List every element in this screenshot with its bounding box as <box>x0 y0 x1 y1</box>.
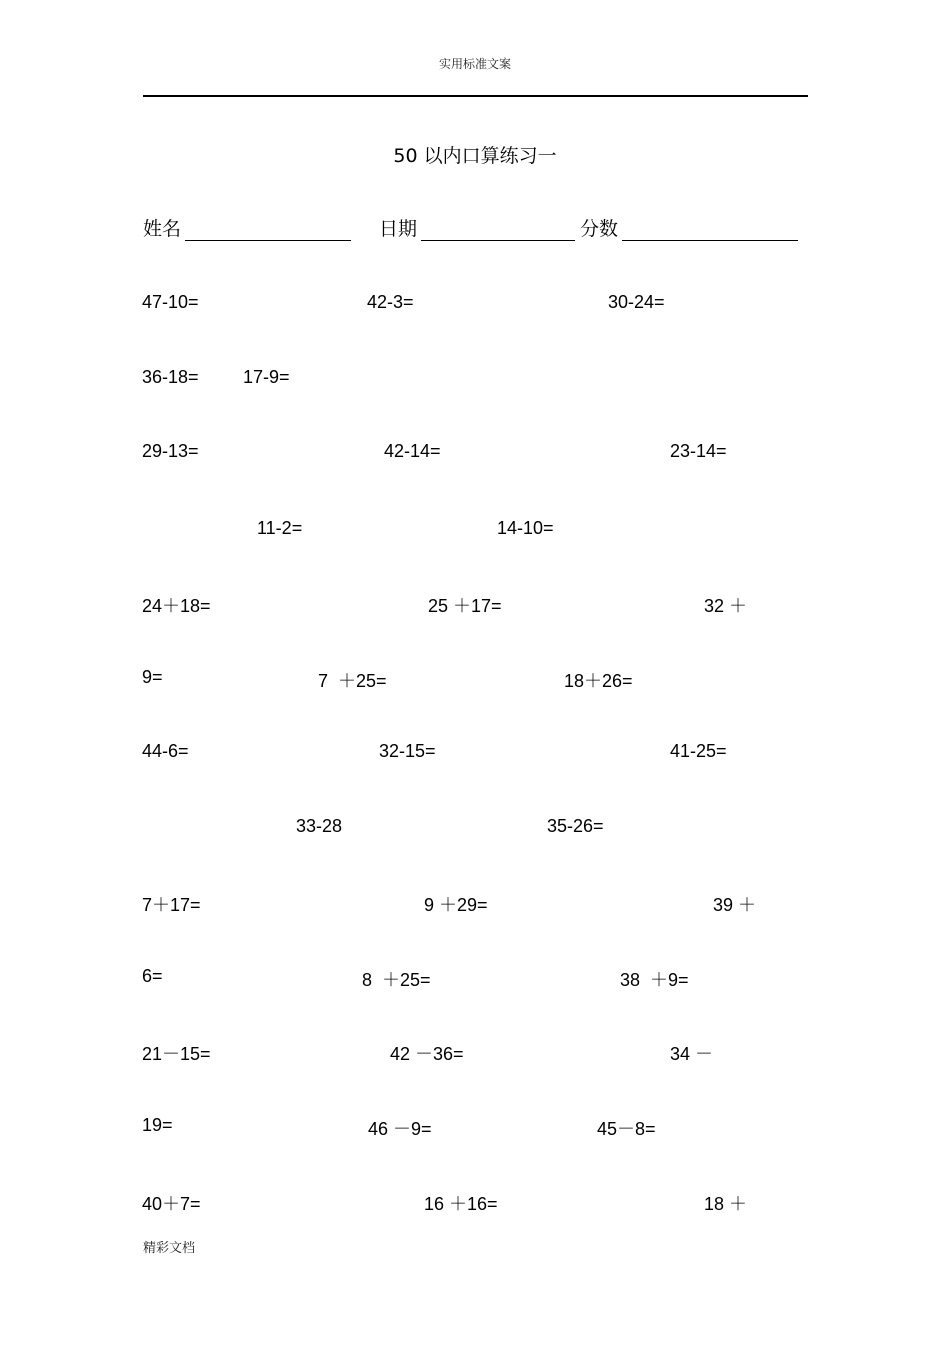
problem: 18 ＋ <box>704 1194 748 1214</box>
name-label: 姓名 <box>143 218 182 240</box>
problem: 16 ＋16= <box>424 1194 498 1214</box>
page-header-text: 实用标准文案 <box>438 57 511 71</box>
problem: 11-2= <box>257 518 303 538</box>
problem: 19= <box>142 1115 173 1135</box>
problem: 32-15= <box>379 741 436 761</box>
problem: 38 ＋9= <box>620 970 689 990</box>
problem: 9 ＋29= <box>424 895 488 915</box>
header-divider <box>143 95 808 97</box>
score-blank-line[interactable] <box>622 218 798 241</box>
name-field <box>143 214 351 241</box>
problem: 39 ＋ <box>713 895 757 915</box>
problem: 41-25= <box>670 741 727 761</box>
page-footer-text: 精彩文档 <box>143 1241 196 1256</box>
problem: 6= <box>142 966 163 986</box>
score-label: 分数 <box>580 218 619 240</box>
problem: 29-13= <box>142 441 199 461</box>
problem: 7 ＋25= <box>318 671 387 691</box>
problem: 35-26= <box>547 816 604 836</box>
problem: 40＋7= <box>142 1194 201 1214</box>
problem: 33-28 <box>296 816 343 836</box>
date-blank-line[interactable] <box>421 218 575 241</box>
problem: 8 ＋25= <box>362 970 431 990</box>
problem: 14-10= <box>497 518 554 538</box>
problem: 45－8= <box>597 1119 656 1139</box>
problem: 9= <box>142 667 163 687</box>
problem: 21－15= <box>142 1044 211 1064</box>
problem: 17-9= <box>243 367 290 387</box>
problem: 47-10= <box>142 292 199 312</box>
problem: 42 －36= <box>390 1044 464 1064</box>
date-field <box>379 214 575 241</box>
problem: 42-3= <box>367 292 414 312</box>
date-label: 日期 <box>379 218 418 240</box>
name-blank-line[interactable] <box>185 218 351 241</box>
problem: 36-18= <box>142 367 199 387</box>
worksheet-title: 50 以内口算练习一 <box>393 145 557 167</box>
problem: 25 ＋17= <box>428 596 502 616</box>
problem: 32 ＋ <box>704 596 748 616</box>
problem: 24＋18= <box>142 596 211 616</box>
problem: 42-14= <box>384 441 441 461</box>
problem: 34 － <box>670 1044 714 1064</box>
problem: 46 －9= <box>368 1119 432 1139</box>
problem: 18＋26= <box>564 671 633 691</box>
problem: 44-6= <box>142 741 189 761</box>
score-field <box>580 214 798 241</box>
problem: 7＋17= <box>142 895 201 915</box>
problem: 30-24= <box>608 292 665 312</box>
problem: 23-14= <box>670 441 727 461</box>
